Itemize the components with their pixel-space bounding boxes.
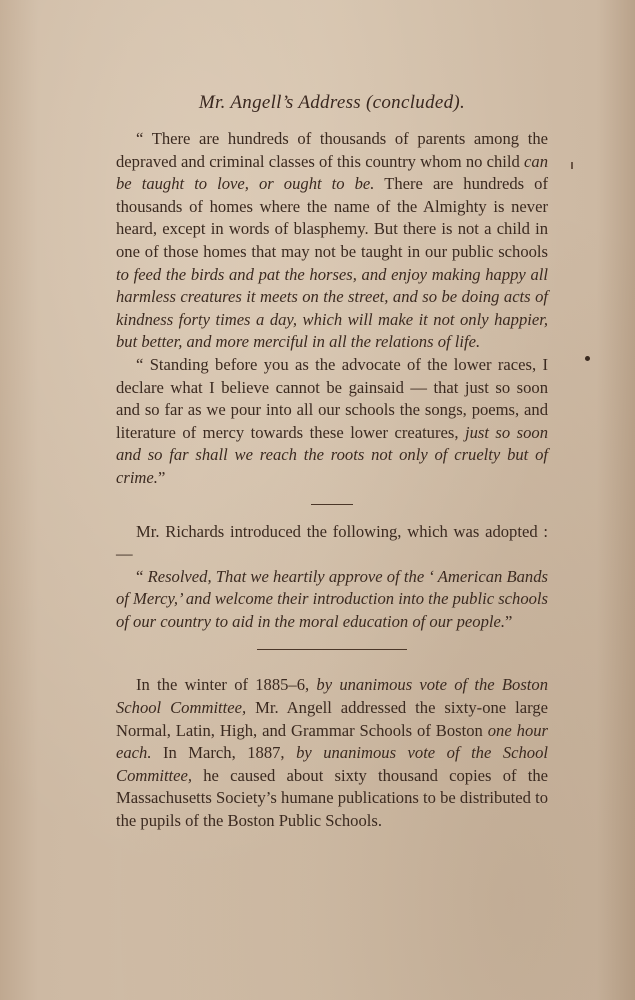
- paragraph-quote-2: [116, 354, 548, 490]
- section-divider-long: [257, 649, 407, 650]
- text-run: ”: [505, 611, 513, 631]
- text-run: he caused about sixty thousand copies of the Massachusetts Society’s humane publications to be distributed to the pupils of the Boston Public Schools.: [116, 765, 548, 831]
- italic-run: to feed the birds and pat the horses, and enjoy making happy all harmless creatures it meets on the street, and so be doing acts of kindness forty times a day, which will make it not only happier, but better, and more merciful in all the relations of life.: [116, 264, 548, 352]
- italic-run: one hour each.: [116, 720, 548, 763]
- italic-run: by unanimous vote of the School Committee,: [116, 743, 548, 785]
- text-run: In the winter of 1885–6,: [136, 675, 317, 695]
- paragraph-resolution: [116, 566, 548, 634]
- italic-run: Resolved, That we heartily approve of the ‘ American Bands of Mercy,’ and welcome their introduction into the public schools of our country to aid in the moral education of our people.: [116, 566, 548, 631]
- paragraph-quote-1: [116, 128, 548, 354]
- text-run: ”: [157, 467, 166, 487]
- italic-run: by unanimous vote of the Boston School Committee,: [116, 675, 548, 718]
- text-run: “ There are hundreds of thousands of parents among the depraved and criminal classes of this country whom no child: [116, 129, 548, 171]
- italic-run: just so soon and so far shall we reach the roots not only of cruelty but of crime.: [116, 422, 549, 487]
- text-run: “ Standing before you as the advocate of the lower races, I declare what I believe cannot be gainsaid — that just so soon and so far as we pour into all our schools the songs, poems, and literature of mercy towards these lower creatures,: [116, 354, 548, 442]
- text-run: “: [136, 566, 148, 586]
- italic-run: can be taught to love, or ought to be.: [116, 151, 548, 194]
- text-run: There are hundreds of thousands of homes where the name of the Almighty is never heard, except in words of blasphemy. But there is not a child in one of those homes that may not be taught in our public schools: [116, 174, 548, 261]
- paragraph-introduction: [116, 521, 548, 566]
- text-run: Mr. Angell addressed the sixty-one large Normal, Latin, High, and Grammar Schools of Boston: [116, 698, 548, 740]
- text-run: In March, 1887,: [151, 743, 297, 763]
- section-divider-short: [311, 504, 353, 505]
- paragraph-history: [116, 674, 548, 832]
- page-content: [116, 92, 548, 833]
- running-head: Mr. Angell’s Address (concluded).: [198, 92, 466, 113]
- text-run: Mr. Richards introduced the following, which was adopted : —: [116, 521, 548, 564]
- ink-dot: [585, 356, 590, 361]
- ink-speck: [571, 162, 573, 169]
